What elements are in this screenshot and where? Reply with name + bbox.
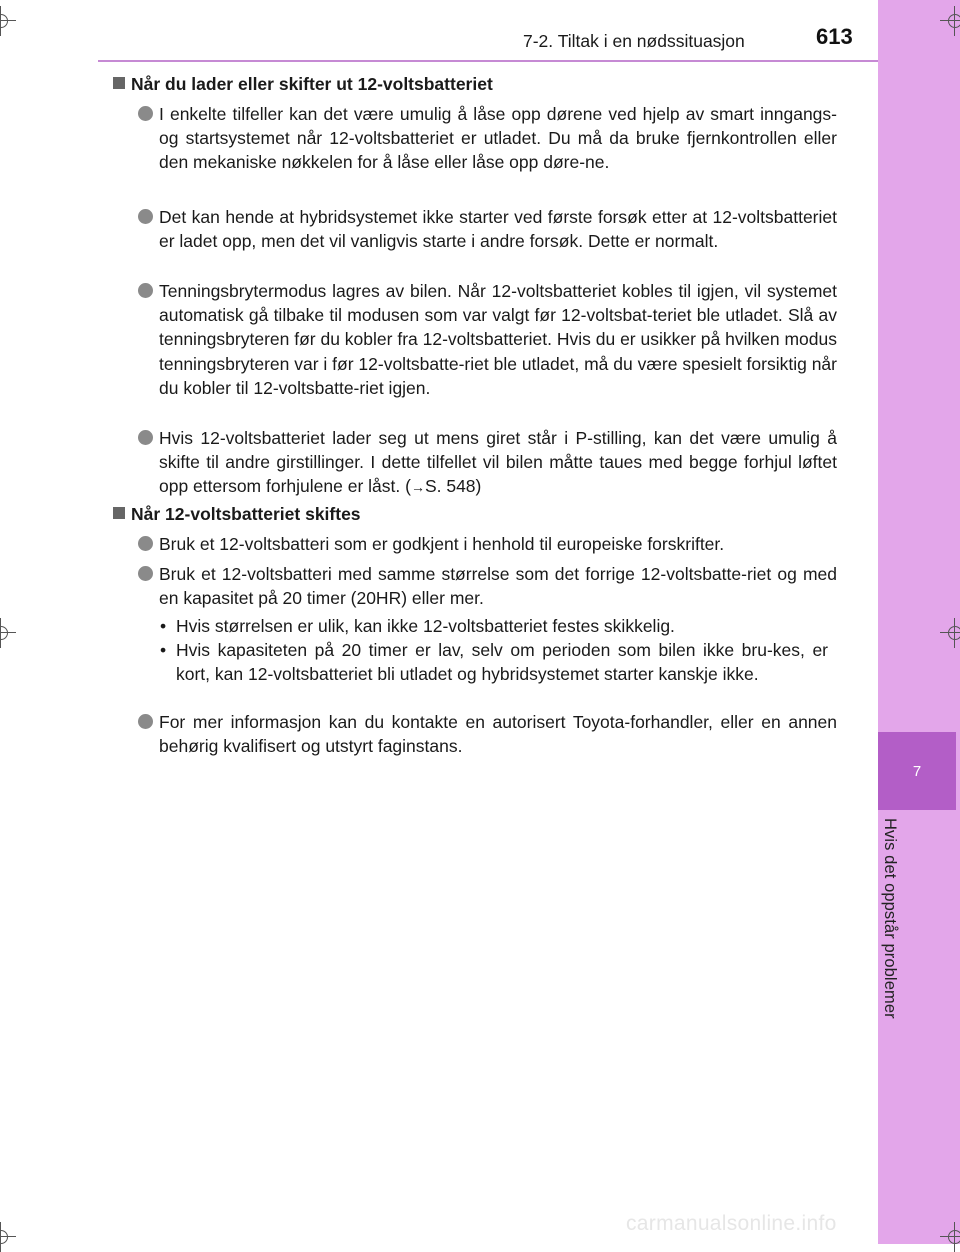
crop-mark-icon [940,618,960,648]
page-reference-link[interactable]: S. 548) [424,476,482,497]
list-item [159,102,837,175]
sub-list-item-text: Hvis størrelsen er ulik, kan ikke 12-voltsbatteriet festes skikkelig. [176,616,675,636]
list-item [159,532,837,556]
heading-square-icon [113,77,125,89]
bullet-circle-icon [138,106,153,121]
chapter-title-text: Hvis det oppstår problemer [881,818,899,1019]
watermark-text: carmanualsonline.info [626,1212,837,1235]
bullet-circle-icon [138,714,153,729]
section-heading [113,504,361,525]
bullet-circle-icon [138,536,153,551]
crop-mark-icon [0,6,16,36]
list-item-text: For mer informasjon kan du kontakte en autorisert Toyota-forhandler, eller en annen behørig kvalifisert og utstyrt faginstans. [159,712,837,757]
chapter-number: 7 [912,762,922,780]
list-item-text: I enkelte tilfeller kan det være umulig å låse opp dørene ved hjelp av smart inngangs- og startsystemet når 12-voltsbatteriet er utladet. Du må da bruke fjernkontrollen eller den mekaniske nøkkelen for å låse eller låse opp døre-ne. [159,104,837,173]
crop-mark-icon [940,6,960,36]
sub-list-item-text: Hvis kapasiteten på 20 timer er lav, selv om perioden som bilen ikke bru-kes, er kort, kan 12-voltsbatteriet bli utladet og hybridsystemet starter kanskje ikke. [176,640,828,685]
sub-list-item [160,638,828,686]
heading-square-icon [113,507,125,519]
list-item-text: Det kan hende at hybridsystemet ikke starter ved første forsøk etter at 12-voltsbatteriet er ladet opp, men det vil vanligvis starte i andre forsøk. Dette er normalt. [159,207,837,252]
crop-mark-icon [0,618,16,648]
sub-list-item [160,614,828,638]
header-rule [98,60,878,62]
list-item-text: Bruk et 12-voltsbatteri som er godkjent i henhold til europeiske forskrifter. [159,534,725,554]
list-item [159,205,837,253]
crop-mark-icon [0,1222,16,1252]
bullet-circle-icon [138,209,153,224]
bullet-circle-icon [138,283,153,298]
list-item [159,562,837,610]
bullet-circle-icon [138,430,153,445]
section-heading [113,74,493,95]
bullet-circle-icon [138,566,153,581]
list-item [159,279,837,400]
list-item-text: Hvis 12-voltsbatteriet lader seg ut mens giret står i P-stilling, kan det være umulig å skifte til andre girstillinger. I dette tilfellet vil bilen måtte taues med begge forhjul løftet opp ettersom forhjulene er låst. ( [159,428,837,497]
list-item [159,426,837,500]
page-number: 613 [816,24,853,49]
list-item-text: Bruk et 12-voltsbatteri med samme størrelse som det forrige 12-voltsbatte-riet og med en kapasitet på 20 timer (20HR) eller mer. [159,564,837,609]
bullet-dot-icon: • [160,640,167,660]
list-item-text: Tenningsbrytermodus lagres av bilen. Når 12-voltsbatteriet kobles til igjen, vil systemet automatisk gå tilbake til modusen som var valgt før 12-voltsbat-teriet ble utladet. Slå av tenningsbryteren før du kobler fra 12-voltsbatteriet. Hvis du er usikker på hvilken modus tenningsbryteren var i før 12-voltsbatte-riet ble utladet, må du være spesielt forsiktig når du kobler til 12-voltsbatte-riet igjen. [159,281,837,398]
bullet-dot-icon: • [160,616,167,636]
arrow-right-icon: → [410,479,425,496]
chapter-title-vertical [880,818,914,1058]
heading-text: Når 12-voltsbatteriet skiftes [131,504,361,524]
crop-mark-icon [940,1222,960,1252]
section-title: 7-2. Tiltak i en nødssituasjon [523,31,745,51]
chapter-number-box [878,732,956,810]
list-item [159,710,837,758]
heading-text: Når du lader eller skifter ut 12-voltsbatteriet [131,74,493,94]
